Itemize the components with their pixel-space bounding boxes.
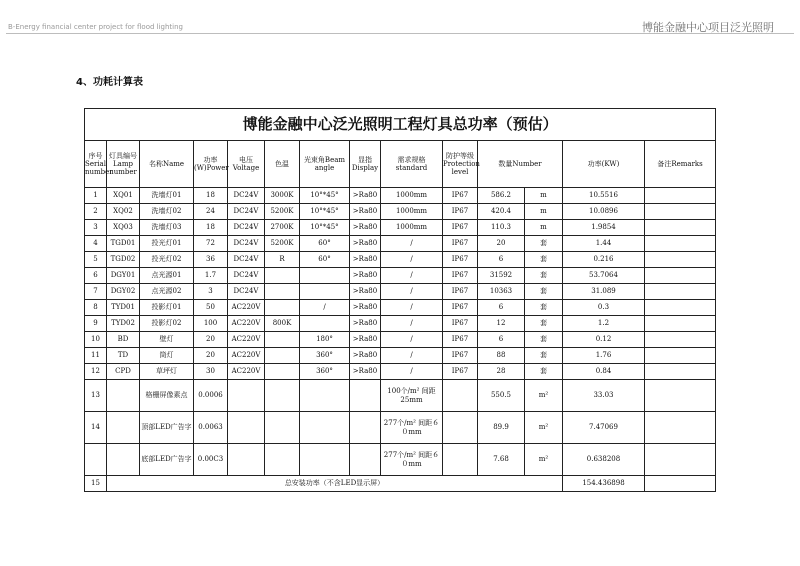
cell-quantity: 586.2: [478, 188, 525, 204]
cell-beam-angle: [300, 412, 350, 444]
cell-name: 草坪灯: [140, 364, 194, 380]
cell-kw: 33.03: [563, 380, 645, 412]
cell-beam-angle: 10°*45°: [300, 220, 350, 236]
cell-lamp-number: TYD01: [107, 300, 140, 316]
cell-display: >Ra80: [350, 348, 381, 364]
cell-display: >Ra80: [350, 316, 381, 332]
cell-remarks: [645, 444, 716, 476]
cell-lamp-number: DGY01: [107, 268, 140, 284]
cell-quantity: 6: [478, 252, 525, 268]
cell-name: 洗墙灯03: [140, 220, 194, 236]
cell-kw: 0.12: [563, 332, 645, 348]
cell-remarks: [645, 364, 716, 380]
cell-color-temp: R: [265, 252, 300, 268]
cell-beam-angle: [300, 444, 350, 476]
cell-kw: 1.9854: [563, 220, 645, 236]
cell-serial: 8: [85, 300, 107, 316]
cell-name: 洗墙灯02: [140, 204, 194, 220]
header-serial: 序号 Serial number: [85, 141, 107, 188]
cell-color-temp: [265, 332, 300, 348]
table-row: [85, 204, 716, 220]
cell-lamp-number: XQ03: [107, 220, 140, 236]
cell-unit: 套: [525, 236, 563, 252]
cell-standard: 1000mm: [381, 204, 443, 220]
cell-beam-angle: 60°: [300, 252, 350, 268]
cell-remarks: [645, 236, 716, 252]
table-row: [85, 268, 716, 284]
cell-quantity: 550.5: [478, 380, 525, 412]
cell-power: 24: [194, 204, 228, 220]
cell-display: [350, 412, 381, 444]
cell-remarks: [645, 332, 716, 348]
cell-standard: /: [381, 300, 443, 316]
cell-display: >Ra80: [350, 220, 381, 236]
table-row: [85, 316, 716, 332]
cell-standard: 1000mm: [381, 188, 443, 204]
cell-protection: IP67: [443, 348, 478, 364]
cell-serial: 5: [85, 252, 107, 268]
cell-lamp-number: TGD02: [107, 252, 140, 268]
cell-quantity: 20: [478, 236, 525, 252]
cell-power: 20: [194, 348, 228, 364]
header-color-temp: 色温: [265, 141, 300, 188]
cell-protection: IP67: [443, 316, 478, 332]
cell-display: >Ra80: [350, 236, 381, 252]
cell-voltage: DC24V: [228, 252, 265, 268]
cell-color-temp: [265, 300, 300, 316]
cell-lamp-number: DGY02: [107, 284, 140, 300]
cell-quantity: 28: [478, 364, 525, 380]
cell-unit: 套: [525, 332, 563, 348]
cell-unit: m²: [525, 380, 563, 412]
cell-standard: 277个/m² 间距６０mm: [381, 444, 443, 476]
cell-unit: 套: [525, 252, 563, 268]
cell-kw: 0.3: [563, 300, 645, 316]
cell-kw: 1.2: [563, 316, 645, 332]
cell-power: 50: [194, 300, 228, 316]
cell-display: >Ra80: [350, 284, 381, 300]
cell-lamp-number: [107, 380, 140, 412]
cell-standard: 277个/m² 间距６０mm: [381, 412, 443, 444]
cell-display: [350, 380, 381, 412]
cell-remarks: [645, 380, 716, 412]
cell-name: 投光灯01: [140, 236, 194, 252]
cell-standard: /: [381, 364, 443, 380]
table-row: [85, 284, 716, 300]
header-total-power: 功率(KW): [563, 141, 645, 188]
table-row: [85, 412, 716, 444]
cell-power: 0.0063: [194, 412, 228, 444]
cell-serial: 3: [85, 220, 107, 236]
cell-standard: /: [381, 268, 443, 284]
cell-protection: [443, 380, 478, 412]
section-title: 4、功耗计算表: [76, 77, 143, 88]
table-row: [85, 444, 716, 476]
cell-kw: 0.638208: [563, 444, 645, 476]
header-project-title: 博能金融中心项目泛光照明: [642, 21, 774, 34]
cell-display: >Ra80: [350, 268, 381, 284]
cell-lamp-number: XQ02: [107, 204, 140, 220]
cell-beam-angle: [300, 268, 350, 284]
cell-remarks: [645, 348, 716, 364]
cell-remarks: [645, 220, 716, 236]
cell-power: 20: [194, 332, 228, 348]
cell-voltage: AC220V: [228, 332, 265, 348]
cell-serial: 1: [85, 188, 107, 204]
cell-lamp-number: TYD02: [107, 316, 140, 332]
table-row: [85, 332, 716, 348]
cell-standard: 1000mm: [381, 220, 443, 236]
cell-unit: 套: [525, 316, 563, 332]
cell-voltage: AC220V: [228, 300, 265, 316]
cell-voltage: DC24V: [228, 188, 265, 204]
header-remarks: 备注Remarks: [645, 141, 716, 188]
cell-name: 投影灯02: [140, 316, 194, 332]
cell-unit: 套: [525, 300, 563, 316]
table-row: [85, 380, 716, 412]
cell-power: 18: [194, 220, 228, 236]
cell-voltage: [228, 380, 265, 412]
cell-lamp-number: [107, 444, 140, 476]
cell-color-temp: [265, 444, 300, 476]
cell-color-temp: [265, 364, 300, 380]
cell-serial: 9: [85, 316, 107, 332]
cell-power: 18: [194, 188, 228, 204]
cell-standard: /: [381, 332, 443, 348]
cell-remarks: [645, 300, 716, 316]
cell-lamp-number: TGD01: [107, 236, 140, 252]
cell-unit: 套: [525, 284, 563, 300]
cell-color-temp: 3000K: [265, 188, 300, 204]
cell-serial: 12: [85, 364, 107, 380]
cell-protection: IP67: [443, 236, 478, 252]
cell-unit: m²: [525, 444, 563, 476]
cell-color-temp: [265, 412, 300, 444]
cell-protection: IP67: [443, 220, 478, 236]
cell-kw: 1.44: [563, 236, 645, 252]
cell-beam-angle: 10°*45°: [300, 188, 350, 204]
cell-voltage: DC24V: [228, 220, 265, 236]
cell-beam-angle: [300, 284, 350, 300]
cell-color-temp: 800K: [265, 316, 300, 332]
table-row: [85, 236, 716, 252]
cell-unit: 套: [525, 348, 563, 364]
cell-power: 30: [194, 364, 228, 380]
cell-power: 0.00C3: [194, 444, 228, 476]
cell-name: 点光源01: [140, 268, 194, 284]
total-kw: 154.436898: [563, 476, 645, 492]
cell-color-temp: 2700K: [265, 220, 300, 236]
cell-name: 投光灯02: [140, 252, 194, 268]
cell-quantity: 89.9: [478, 412, 525, 444]
cell-unit: m: [525, 188, 563, 204]
cell-voltage: DC24V: [228, 268, 265, 284]
total-label: 总安装功率（不含LED显示屏）: [107, 476, 563, 492]
cell-serial: 15: [85, 476, 107, 492]
cell-kw: 10.5516: [563, 188, 645, 204]
cell-remarks: [645, 188, 716, 204]
cell-name: 格栅屏像素点: [140, 380, 194, 412]
cell-display: >Ra80: [350, 332, 381, 348]
cell-name: 洗墙灯01: [140, 188, 194, 204]
cell-remarks: [645, 204, 716, 220]
cell-protection: IP67: [443, 188, 478, 204]
cell-quantity: 420.4: [478, 204, 525, 220]
cell-name: 底部LED广告字: [140, 444, 194, 476]
cell-standard: /: [381, 284, 443, 300]
cell-quantity: 7.68: [478, 444, 525, 476]
table-row: [85, 300, 716, 316]
cell-serial: 6: [85, 268, 107, 284]
cell-protection: IP67: [443, 284, 478, 300]
cell-display: >Ra80: [350, 204, 381, 220]
cell-serial: 10: [85, 332, 107, 348]
cell-display: >Ra80: [350, 252, 381, 268]
cell-color-temp: [265, 284, 300, 300]
cell-remarks: [645, 252, 716, 268]
cell-quantity: 6: [478, 300, 525, 316]
cell-serial: 14: [85, 412, 107, 444]
cell-display: [350, 444, 381, 476]
table-row: [85, 188, 716, 204]
cell-protection: IP67: [443, 364, 478, 380]
header-voltage: 电压 Voltage: [228, 141, 265, 188]
cell-voltage: DC24V: [228, 204, 265, 220]
table-row: [85, 348, 716, 364]
cell-kw: 10.0896: [563, 204, 645, 220]
cell-beam-angle: 180°: [300, 332, 350, 348]
cell-lamp-number: CPD: [107, 364, 140, 380]
header-lamp-number: 灯具编号Lamp number: [107, 141, 140, 188]
cell-standard: /: [381, 316, 443, 332]
header-standard: 需求规格 standard: [381, 141, 443, 188]
cell-remarks: [645, 316, 716, 332]
cell-power: 36: [194, 252, 228, 268]
cell-standard: /: [381, 252, 443, 268]
cell-display: >Ra80: [350, 300, 381, 316]
cell-kw: 53.7064: [563, 268, 645, 284]
cell-display: >Ra80: [350, 188, 381, 204]
cell-color-temp: 5200K: [265, 204, 300, 220]
cell-lamp-number: XQ01: [107, 188, 140, 204]
header-display: 显指 Display: [350, 141, 381, 188]
cell-remarks: [645, 476, 716, 492]
cell-name: 顶部LED广告字: [140, 412, 194, 444]
cell-color-temp: [265, 268, 300, 284]
cell-power: 72: [194, 236, 228, 252]
cell-remarks: [645, 284, 716, 300]
cell-unit: m: [525, 220, 563, 236]
table-row: [85, 220, 716, 236]
cell-color-temp: 5200K: [265, 236, 300, 252]
cell-quantity: 88: [478, 348, 525, 364]
cell-kw: 7.47069: [563, 412, 645, 444]
cell-name: 点光源02: [140, 284, 194, 300]
cell-name: 投影灯01: [140, 300, 194, 316]
cell-lamp-number: [107, 412, 140, 444]
cell-voltage: [228, 444, 265, 476]
cell-serial: 4: [85, 236, 107, 252]
cell-kw: 0.216: [563, 252, 645, 268]
cell-serial: [85, 444, 107, 476]
cell-voltage: AC220V: [228, 364, 265, 380]
header-protection: 防护等级 Protection level: [443, 141, 478, 188]
cell-beam-angle: 10°*45°: [300, 204, 350, 220]
cell-serial: 11: [85, 348, 107, 364]
cell-power: 1.7: [194, 268, 228, 284]
cell-beam-angle: [300, 380, 350, 412]
cell-beam-angle: /: [300, 300, 350, 316]
header-power: 功率 (W)Power: [194, 141, 228, 188]
cell-display: >Ra80: [350, 364, 381, 380]
cell-voltage: DC24V: [228, 236, 265, 252]
cell-kw: 1.76: [563, 348, 645, 364]
cell-remarks: [645, 412, 716, 444]
header-quantity: 数量Number: [478, 141, 563, 188]
header-name: 名称Name: [140, 141, 194, 188]
cell-protection: IP67: [443, 252, 478, 268]
power-table: [84, 108, 716, 492]
header-project-name: B-Energy financial center project for flood lighting: [8, 23, 183, 31]
cell-unit: m²: [525, 412, 563, 444]
cell-protection: IP67: [443, 204, 478, 220]
cell-name: 筒灯: [140, 348, 194, 364]
cell-standard: /: [381, 236, 443, 252]
cell-protection: IP67: [443, 300, 478, 316]
cell-color-temp: [265, 380, 300, 412]
cell-standard: 100个/m² 间距25mm: [381, 380, 443, 412]
cell-protection: IP67: [443, 268, 478, 284]
cell-serial: 7: [85, 284, 107, 300]
cell-voltage: AC220V: [228, 348, 265, 364]
cell-protection: [443, 412, 478, 444]
cell-serial: 2: [85, 204, 107, 220]
cell-color-temp: [265, 348, 300, 364]
cell-protection: [443, 444, 478, 476]
cell-standard: /: [381, 348, 443, 364]
cell-unit: 套: [525, 268, 563, 284]
table-total-row: [85, 476, 716, 492]
cell-beam-angle: [300, 316, 350, 332]
table-row: [85, 252, 716, 268]
cell-voltage: DC24V: [228, 284, 265, 300]
header-divider: [6, 33, 794, 34]
cell-voltage: AC220V: [228, 316, 265, 332]
cell-kw: 0.84: [563, 364, 645, 380]
cell-power: 0.0006: [194, 380, 228, 412]
cell-protection: IP67: [443, 332, 478, 348]
cell-unit: m: [525, 204, 563, 220]
cell-name: 壁灯: [140, 332, 194, 348]
cell-quantity: 12: [478, 316, 525, 332]
cell-beam-angle: 60°: [300, 236, 350, 252]
cell-kw: 31.089: [563, 284, 645, 300]
header-beam-angle: 光束角Beam angle: [300, 141, 350, 188]
table-title: 博能金融中心泛光照明工程灯具总功率（预估）: [85, 109, 716, 141]
cell-unit: 套: [525, 364, 563, 380]
cell-voltage: [228, 412, 265, 444]
cell-quantity: 110.3: [478, 220, 525, 236]
cell-quantity: 6: [478, 332, 525, 348]
cell-power: 100: [194, 316, 228, 332]
cell-quantity: 31592: [478, 268, 525, 284]
table-row: [85, 364, 716, 380]
cell-quantity: 10363: [478, 284, 525, 300]
cell-lamp-number: BD: [107, 332, 140, 348]
cell-beam-angle: 360°: [300, 348, 350, 364]
cell-remarks: [645, 268, 716, 284]
table-header-row: [85, 141, 716, 188]
cell-lamp-number: TD: [107, 348, 140, 364]
cell-serial: 13: [85, 380, 107, 412]
cell-beam-angle: 360°: [300, 364, 350, 380]
cell-power: 3: [194, 284, 228, 300]
